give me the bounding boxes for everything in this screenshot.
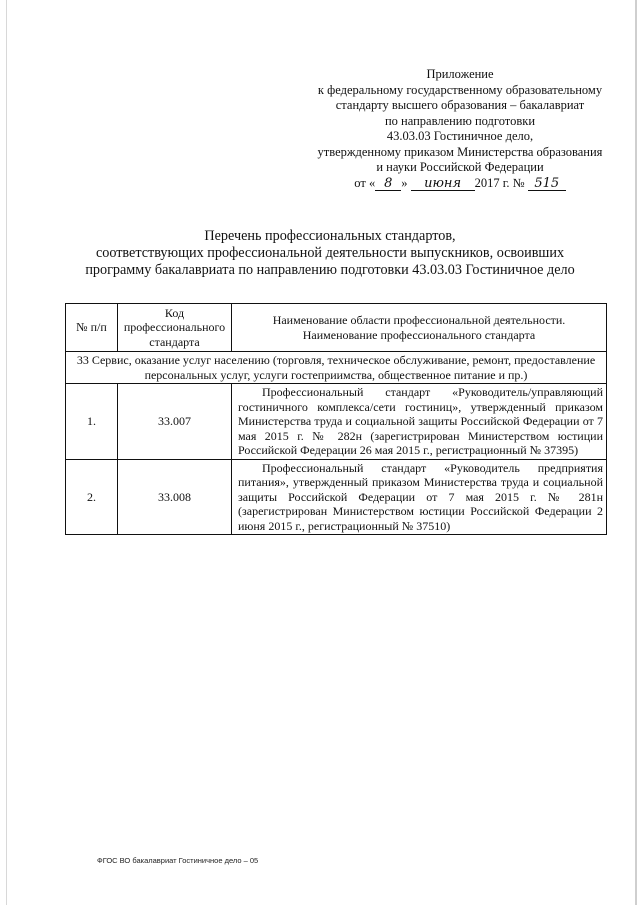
handwritten-day: 8 [375, 178, 401, 191]
title-line: Перечень профессиональных стандартов, [204, 228, 456, 244]
appendix-line: стандарту высшего образования – бакалавриат [335, 98, 585, 112]
appendix-date-line [300, 176, 620, 192]
table-row [66, 384, 607, 460]
standards-table [65, 303, 607, 535]
appendix-line: утвержденному приказом Министерства образования [317, 144, 603, 159]
header-num: № п/п [66, 304, 118, 352]
row-name-cell [232, 459, 607, 535]
title-line: программу бакалавриата по направлению подготовки 43.03.03 Гостиничное дело [85, 262, 575, 278]
page-footer: ФГОС ВО бакалавриат Гостиничное дело – 05 [97, 856, 259, 865]
header-code: Код профессионального стандарта [118, 304, 232, 352]
date-prefix: от « [354, 175, 376, 190]
date-year: 2017 г. № [474, 175, 525, 190]
table-section-row [66, 352, 607, 384]
row-name: Профессиональный стандарт «Руководитель предприятия питания», утвержденный приказом Министерства труда и социальной защиты Российской Федерации от 7 мая 2015 г. № 281н (зарегистрирован Министерством юстиции Российской Федерации 2 июня 2015 г., регистрационный № 37510) [238, 460, 603, 533]
page-edge-left [6, 0, 7, 905]
table-row [66, 459, 607, 535]
header-name: Наименование области профессиональной деятельности. Наименование профессионального стандарта [232, 304, 607, 352]
table-header-row [66, 304, 607, 352]
appendix-line: 43.03.03 Гостиничное дело, [386, 129, 534, 143]
section-title: 33 Сервис, оказание услуг населению (торговля, техническое обслуживание, ремонт, предоставление персональных услуг, услуги гостеприимства, общественное питание и пр.) [66, 352, 607, 384]
row-name: Профессиональный стандарт «Руководитель/управляющий гостиничного комплекса/сети гостиниц», утвержденный приказом Министерства труда и социальной защиты Российской Федерации от 7 мая 2015 г. № 282н (зарегистрирован Министерством юстиции Российской Федерации 26 мая 2015 г., регистрационный № 37395) [238, 385, 603, 457]
appendix-header [300, 67, 620, 191]
handwritten-month: июня [411, 178, 475, 191]
row-num: 1. [66, 384, 118, 460]
appendix-line: Приложение [426, 67, 494, 81]
row-code: 33.007 [118, 384, 232, 460]
document-title [40, 228, 620, 279]
page-edge-right [635, 0, 637, 905]
row-num: 2. [66, 459, 118, 535]
appendix-line: по направлению подготовки [384, 113, 536, 128]
handwritten-order-number: 515 [528, 178, 566, 191]
row-code: 33.008 [118, 459, 232, 535]
title-line: соответствующих профессиональной деятельности выпускников, освоивших [95, 245, 565, 261]
appendix-line: к федеральному государственному образовательному [317, 82, 603, 97]
appendix-line: и науки Российской Федерации [376, 160, 544, 174]
date-separator: » [401, 175, 408, 190]
row-name-cell [232, 384, 607, 460]
